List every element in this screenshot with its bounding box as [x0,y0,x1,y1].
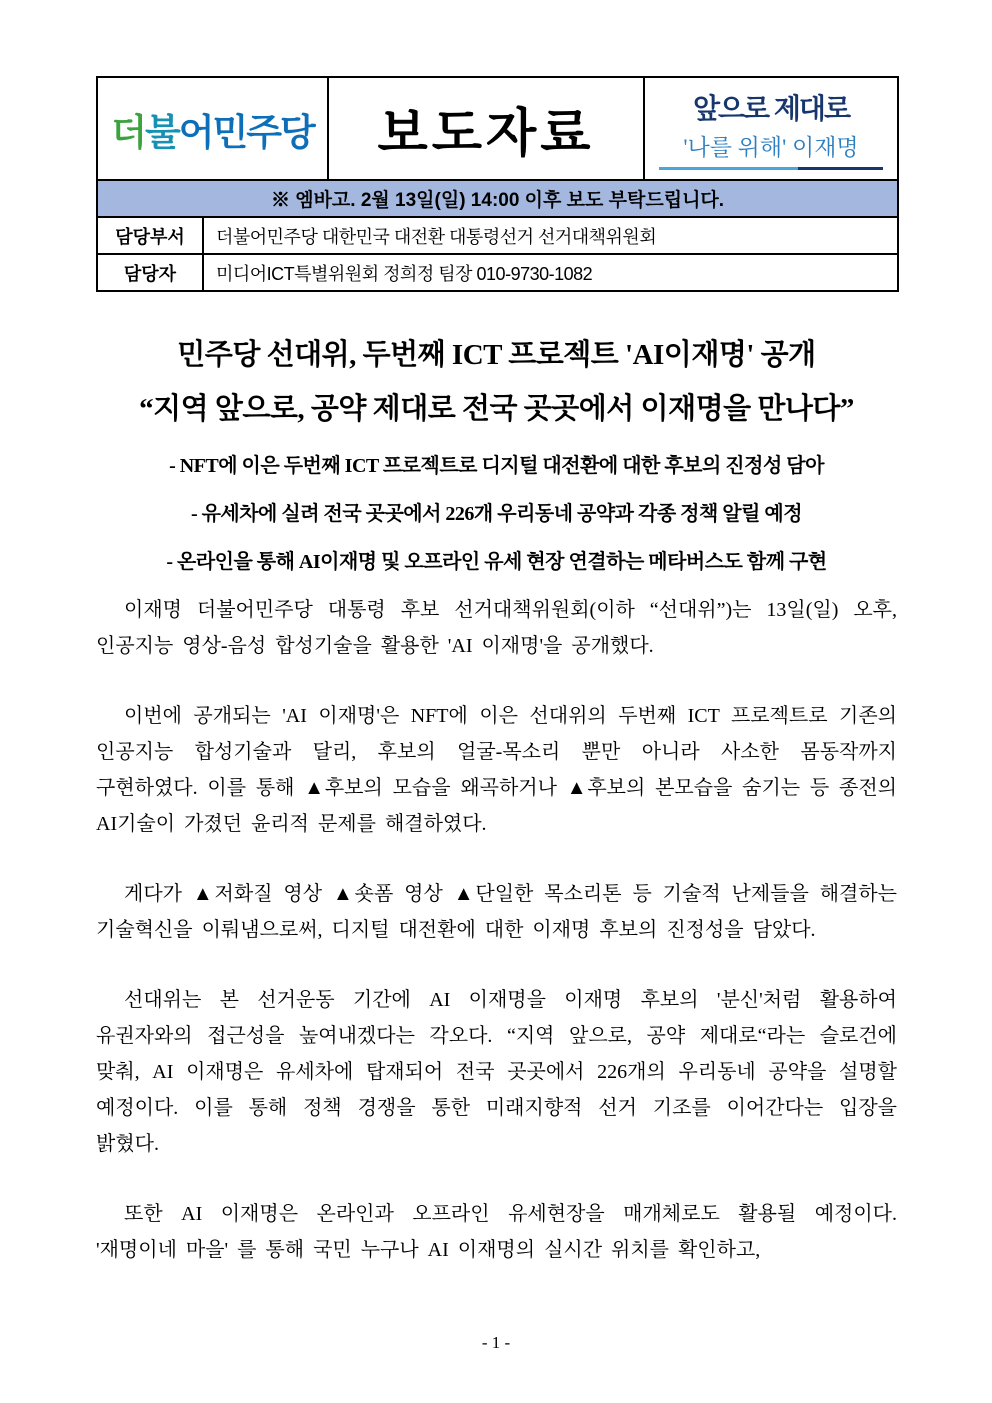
header-table [96,76,899,292]
page-number: - 1 - [481,1333,511,1352]
body-paragraph: 또한 AI 이재명은 온라인과 오프라인 유세현장을 매개체로도 활용될 예정이다. '재명이네 마을' 를 통해 국민 누구나 AI 이재명의 실시간 위치를 확인하고, [96,1203,897,1261]
summary-bullet: - NFT에 이은 두번째 ICT 프로젝트로 디지털 대전환에 대한 후보의 진정성 담아 [169,455,824,477]
headline-block [96,332,897,427]
contact-label: 담당자 [97,254,203,291]
department-label: 담당부서 [97,217,203,254]
body-paragraph: 이재명 더불어민주당 대통령 후보 선거대책위원회(이하 “선대위”)는 13일(일) 오후, 인공지능 영상-음성 합성기술을 활용한 'AI 이재명'을 공개했다. [96,599,897,657]
masthead-row [97,77,898,180]
contact-value: 미디어ICT특별위원회 정희정 팀장 010-9730-1082 [203,254,898,291]
summary-bullets [96,442,897,586]
department-value: 더불어민주당 대한민국 대전환 대통령선거 선거대책위원회 [203,217,898,254]
summary-bullet: - 온라인을 통해 AI이재명 및 오프라인 유세 현장 연결하는 메타버스도 함께 구현 [166,551,827,573]
summary-bullet: - 유세차에 실려 전국 곳곳에서 226개 우리동네 공약과 각종 정책 알릴 예정 [190,503,803,525]
embargo-notice: ※ 엠바고. 2월 13일(일) 14:00 이후 보도 부탁드립니다. [97,180,898,217]
body-paragraph: 게다가 ▲저화질 영상 ▲숏폼 영상 ▲단일한 목소리톤 등 기술적 난제들을 해결하는 기술혁신을 이뤄냄으로써, 디지털 대전환에 대한 이재명 후보의 진정성을 담았다. [96,883,897,941]
embargo-row [97,180,898,217]
release-body [96,592,897,1268]
body-paragraph: 선대위는 본 선거운동 기간에 AI 이재명을 이재명 후보의 '분신'처럼 활용하여 유권자와의 접근성을 높여내겠다는 각오다. “지역 앞으로, 공약 제대로“라는 슬로건에 맞춰, AI 이재명은 유세차에 탑재되어 전국 곳곳에서 226개의 우리동네 공약을 설명할 예정이다. 이를 통해 정책 경쟁을 통한 미래지향적 선거 기조를 이어간다는 입장을 밝혔다. [96,989,897,1155]
party-logo [97,77,328,180]
party-logo-text-teal: 불 [145,111,179,153]
slogan-underline-bar [659,167,883,170]
party-logo-text-blue: 어민주당 [178,111,314,153]
campaign-slogan-line2: '나를 위해' 이재명 [683,135,859,160]
release-subtitle: “지역 앞으로, 공약 제대로 전국 곳곳에서 이재명을 만나다” [139,393,854,425]
release-title: 민주당 선대위, 두번째 ICT 프로젝트 'AI이재명' 공개 [177,339,816,371]
campaign-slogan-line1: 앞으로 제대로 [692,93,850,124]
document-type-title: 보도자료 [328,77,644,180]
campaign-slogan [644,77,898,180]
body-paragraph: 이번에 공개되는 'AI 이재명'은 NFT에 이은 선대위의 두번째 ICT 프로젝트로 기존의 인공지능 합성기술과 달리, 후보의 얼굴-목소리 뿐만 아니라 사소한 몸동작까지 구현하였다. 이를 통해 ▲후보의 모습을 왜곡하거나 ▲후보의 본모습을 숨기는 등 종전의 AI기술이 가졌던 윤리적 문제를 해결하였다. [96,705,897,835]
info-row-contact [97,254,898,291]
party-logo-text-green: 더 [111,111,146,153]
info-row-department [97,217,898,254]
